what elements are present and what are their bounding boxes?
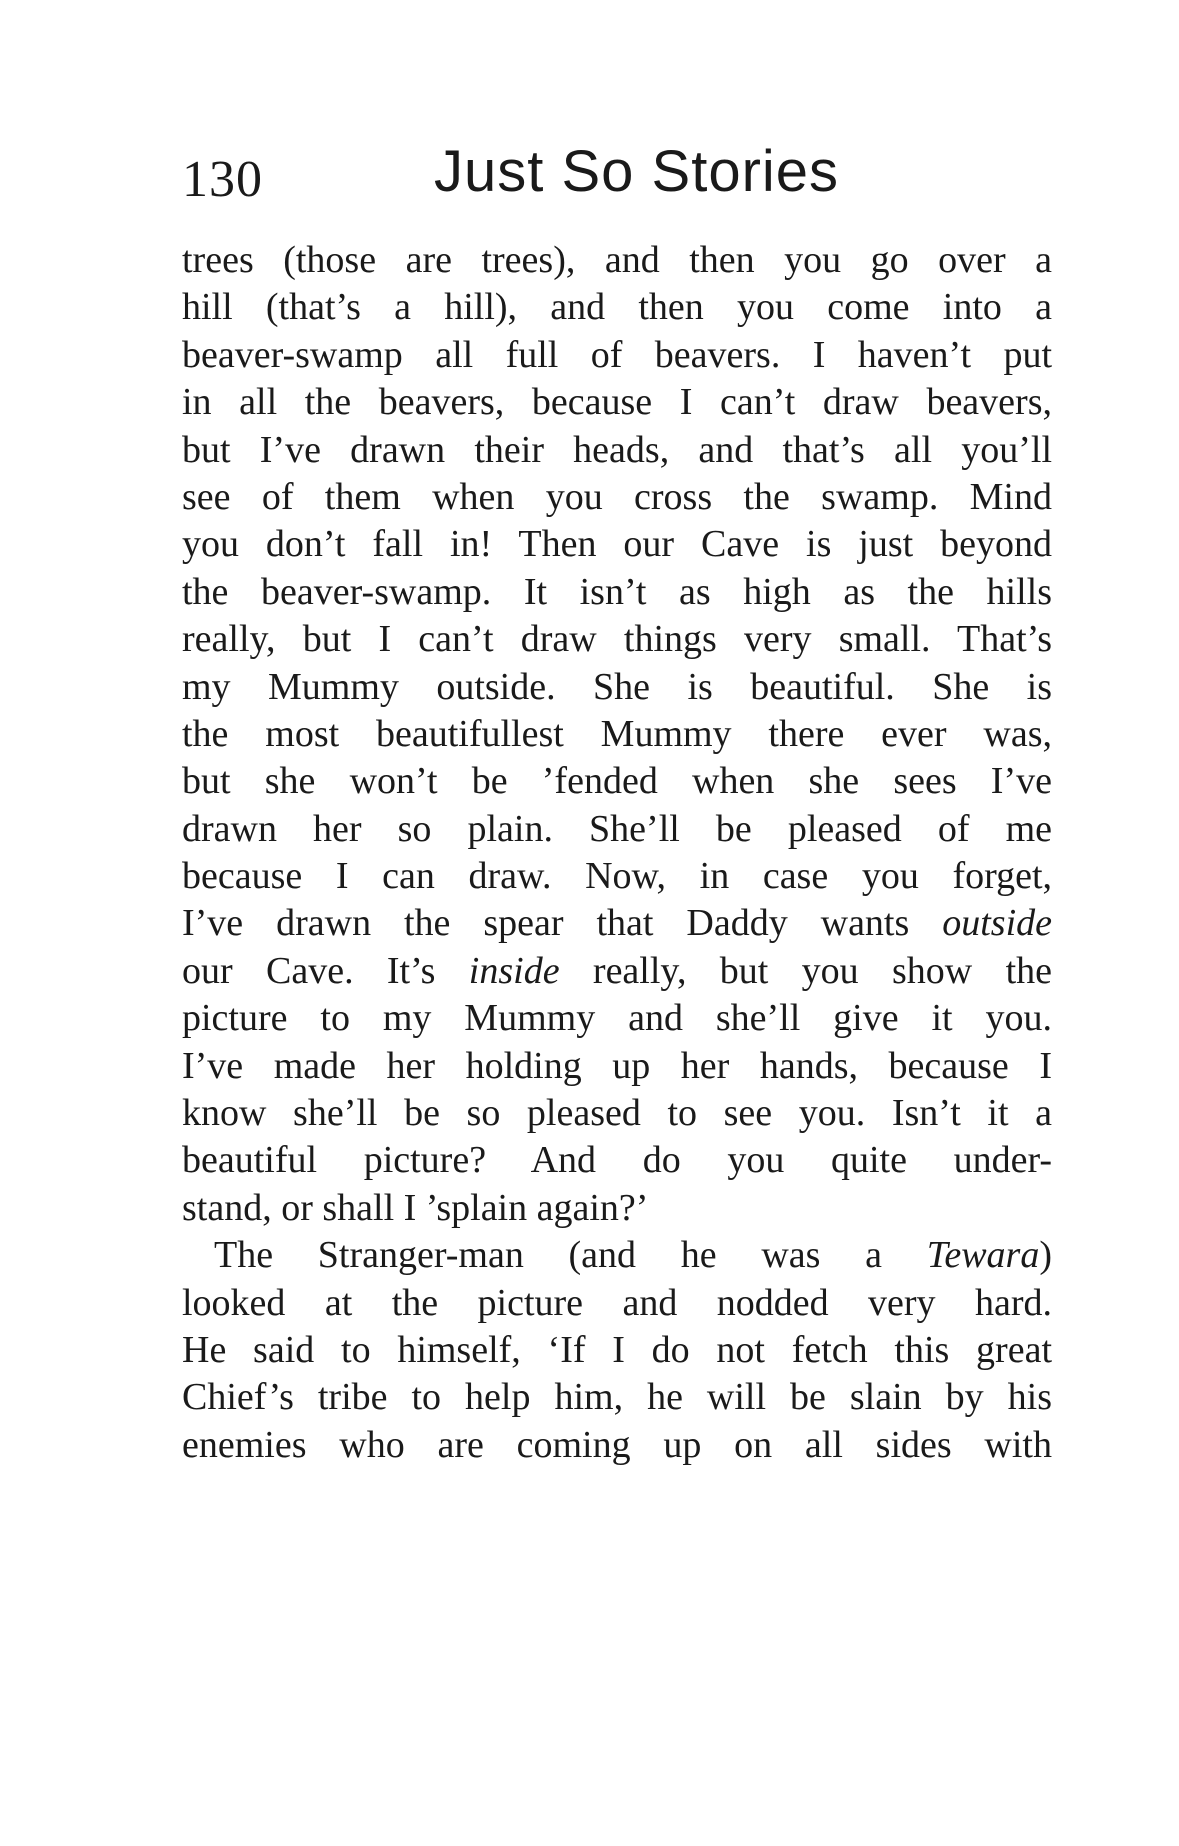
- text-line: [182, 1185, 1052, 1232]
- text-line: [182, 853, 1052, 900]
- text-line: [182, 237, 1052, 284]
- text-segment: trees (those are trees), and then you go over a: [182, 239, 1052, 281]
- text-segment: because I can draw. Now, in case you forget,: [182, 855, 1052, 898]
- text-line: [182, 1043, 1052, 1090]
- text-line: [182, 995, 1052, 1042]
- text-line: [182, 379, 1052, 426]
- page-number: 130: [182, 151, 263, 208]
- text-segment: I’ve drawn the spear that Daddy wants: [182, 902, 943, 945]
- text-line: [182, 948, 1052, 995]
- text-line: [182, 758, 1052, 805]
- text-segment: stand, or shall I ’splain again?’: [182, 1186, 649, 1229]
- text-segment: the beaver-swamp. It isn’t as high as the hills: [182, 570, 1052, 613]
- text-segment: beaver-swamp all full of beavers. I haven’t put: [182, 333, 1052, 376]
- text-segment: enemies who are coming up on all sides with: [182, 1423, 1052, 1466]
- text-line: [182, 664, 1052, 711]
- text-line: [182, 521, 1052, 568]
- text-segment: see of them when you cross the swamp. Mind: [182, 475, 1052, 518]
- page-header: [182, 138, 1052, 228]
- text-segment: the most beautifullest Mummy there ever was,: [182, 712, 1052, 755]
- text-line: [182, 284, 1052, 331]
- text-line: [182, 1327, 1052, 1374]
- text-line: [182, 332, 1052, 379]
- text-segment: hill (that’s a hill), and then you come into a: [182, 286, 1052, 329]
- text-segment: The Stranger-man (and he was a: [214, 1234, 927, 1277]
- body-text: [182, 237, 1052, 1469]
- text-segment: I’ve made her holding up her hands, because I: [182, 1044, 1052, 1087]
- running-title: Just So Stories: [434, 139, 840, 204]
- text-segment: ): [1039, 1234, 1052, 1277]
- text-segment: in all the beavers, because I can’t draw beavers,: [182, 381, 1052, 424]
- text-line: [182, 474, 1052, 521]
- text-segment: our Cave. It’s: [182, 949, 469, 992]
- text-line: [182, 616, 1052, 663]
- text-segment: drawn her so plain. She’ll be pleased of me: [182, 807, 1052, 850]
- text-line: [182, 1232, 1052, 1279]
- text-segment: beautiful picture? And do you quite under-: [182, 1139, 1052, 1182]
- text-segment: picture to my Mummy and she’ll give it you.: [182, 997, 1052, 1040]
- text-segment: but I’ve drawn their heads, and that’s all you’ll: [182, 428, 1052, 471]
- text-segment: Chief’s tribe to help him, he will be slain by his: [182, 1376, 1052, 1419]
- text-line: [182, 711, 1052, 758]
- italic-text: outside: [942, 902, 1052, 945]
- text-line: [182, 1422, 1052, 1469]
- text-line: [182, 1280, 1052, 1327]
- text-line: [182, 427, 1052, 474]
- text-line: [182, 900, 1052, 947]
- text-segment: really, but I can’t draw things very small. That’s: [182, 618, 1052, 661]
- text-line: [182, 806, 1052, 853]
- text-segment: my Mummy outside. She is beautiful. She is: [182, 665, 1052, 708]
- text-line: [182, 1137, 1052, 1184]
- italic-text: Tewara: [926, 1234, 1040, 1277]
- text-segment: looked at the picture and nodded very hard.: [182, 1281, 1052, 1324]
- text-line: [182, 1090, 1052, 1137]
- text-segment: really, but you show the: [559, 949, 1052, 992]
- text-line: [182, 1374, 1052, 1421]
- text-segment: He said to himself, ‘If I do not fetch this great: [182, 1328, 1052, 1371]
- text-segment: you don’t fall in! Then our Cave is just beyond: [182, 523, 1052, 566]
- text-line: [182, 569, 1052, 616]
- text-segment: know she’ll be so pleased to see you. Isn’t it a: [182, 1092, 1052, 1135]
- italic-text: inside: [468, 949, 560, 992]
- text-segment: but she won’t be ’fended when she sees I’ve: [182, 760, 1052, 803]
